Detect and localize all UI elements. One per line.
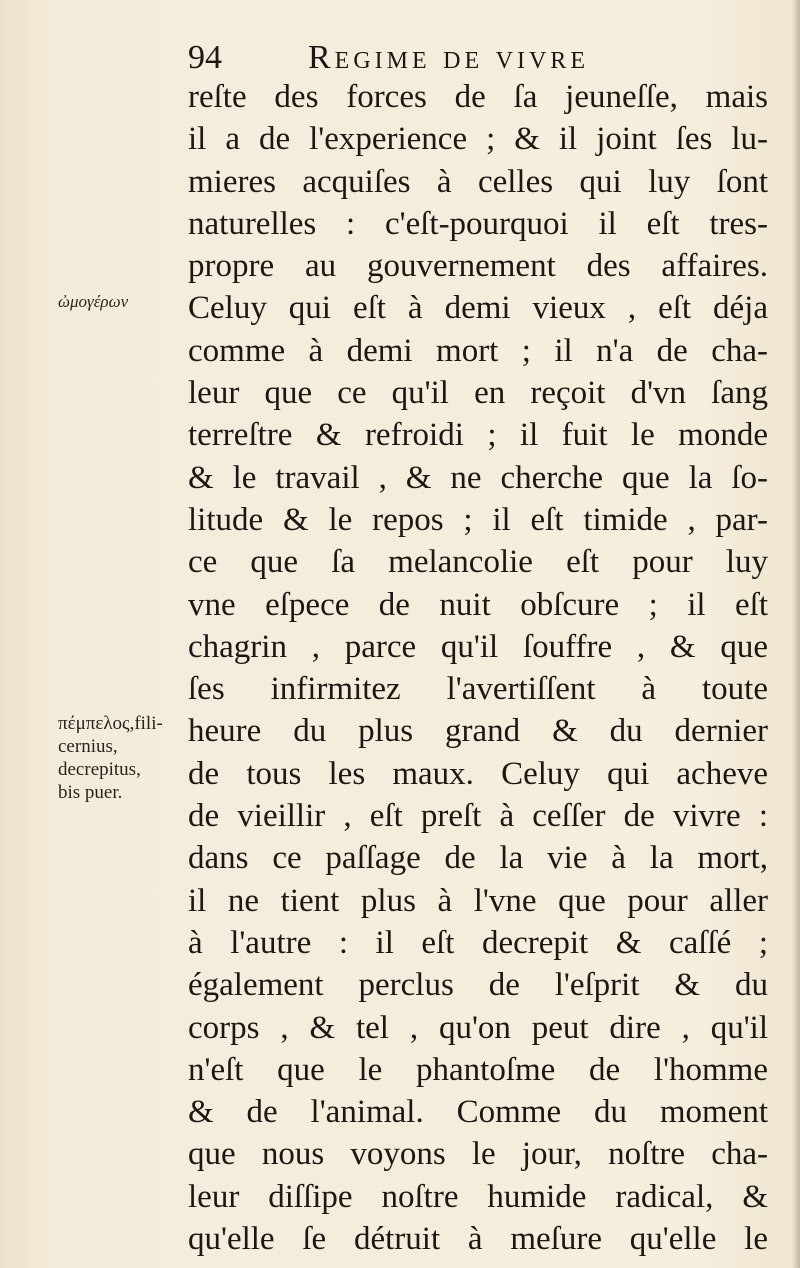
text-line: qu'elle ſe détruit à meſure qu'elle le bbox=[188, 1221, 768, 1258]
text-line: comme à demi mort ; il n'a de cha- bbox=[188, 332, 768, 369]
text-line: reſte des forces de ſa jeuneſſe, mais bbox=[188, 79, 768, 115]
text-line: de tous les maux. Celuy qui acheve bbox=[188, 755, 768, 792]
page-fold-shadow bbox=[792, 0, 800, 1268]
margin-note-line: bis puer. bbox=[58, 782, 123, 803]
body-text bbox=[188, 76, 768, 1260]
text-line: chagrin , parce qu'il ſouffre , & que bbox=[188, 628, 768, 665]
margin-note-line: cernius, bbox=[58, 736, 118, 757]
text-line: il a de l'experience ; & il joint ſes lu- bbox=[188, 121, 768, 158]
text-line: également perclus de l'eſprit & du bbox=[188, 967, 768, 1004]
text-line: & de l'animal. Comme du moment bbox=[188, 1094, 768, 1131]
text-line: naturelles : c'eſt-pourquoi il eſt tres- bbox=[188, 205, 768, 242]
text-line: heure du plus grand & du dernier bbox=[188, 713, 768, 750]
text-line: il ne tient plus à l'vne que pour aller bbox=[188, 882, 768, 919]
running-title: Regime de vivre bbox=[308, 39, 589, 76]
text-line: leur que ce qu'il en reçoit d'vn ſang bbox=[188, 375, 768, 412]
text-line: n'eſt que le phantoſme de l'homme bbox=[188, 1051, 768, 1088]
margin-note-line: πέμπελος,fili- bbox=[58, 713, 163, 734]
text-line: litude & le repos ; il eſt timide , par- bbox=[188, 501, 768, 538]
margin-note-greek-1: ὠμογέρων bbox=[58, 292, 129, 311]
text-line: de vieillir , eſt preſt à ceſſer de vivre : bbox=[188, 798, 768, 835]
page-number: 94 bbox=[188, 39, 222, 76]
text-line: propre au gouvernement des affaires. bbox=[188, 248, 768, 285]
text-line: mieres acquiſes à celles qui luy ſont bbox=[188, 163, 768, 200]
margin-note-greek-2 bbox=[58, 712, 188, 804]
text-line: dans ce paſſage de la vie à la mort, bbox=[188, 840, 768, 877]
text-line: ce que ſa melancolie eſt pour luy bbox=[188, 544, 768, 581]
margin-note-line: decrepitus, bbox=[58, 759, 141, 780]
text-line: leur diſſipe noſtre humide radical, & bbox=[188, 1178, 768, 1215]
text-line: que nous voyons le jour, noſtre cha- bbox=[188, 1136, 768, 1173]
text-line: Celuy qui eſt à demi vieux , eſt déja bbox=[188, 290, 768, 327]
text-line: terreſtre & refroidi ; il fuit le monde bbox=[188, 417, 768, 454]
text-line: & le travail , & ne cherche que la ſo- bbox=[188, 459, 768, 496]
text-line: vne eſpece de nuit obſcure ; il eſt bbox=[188, 586, 768, 623]
text-line: corps , & tel , qu'on peut dire , qu'il bbox=[188, 1009, 768, 1046]
text-line: à l'autre : il eſt decrepit & caſſé ; bbox=[188, 924, 768, 961]
text-line: ſes infirmitez l'avertiſſent à toute bbox=[188, 671, 768, 708]
